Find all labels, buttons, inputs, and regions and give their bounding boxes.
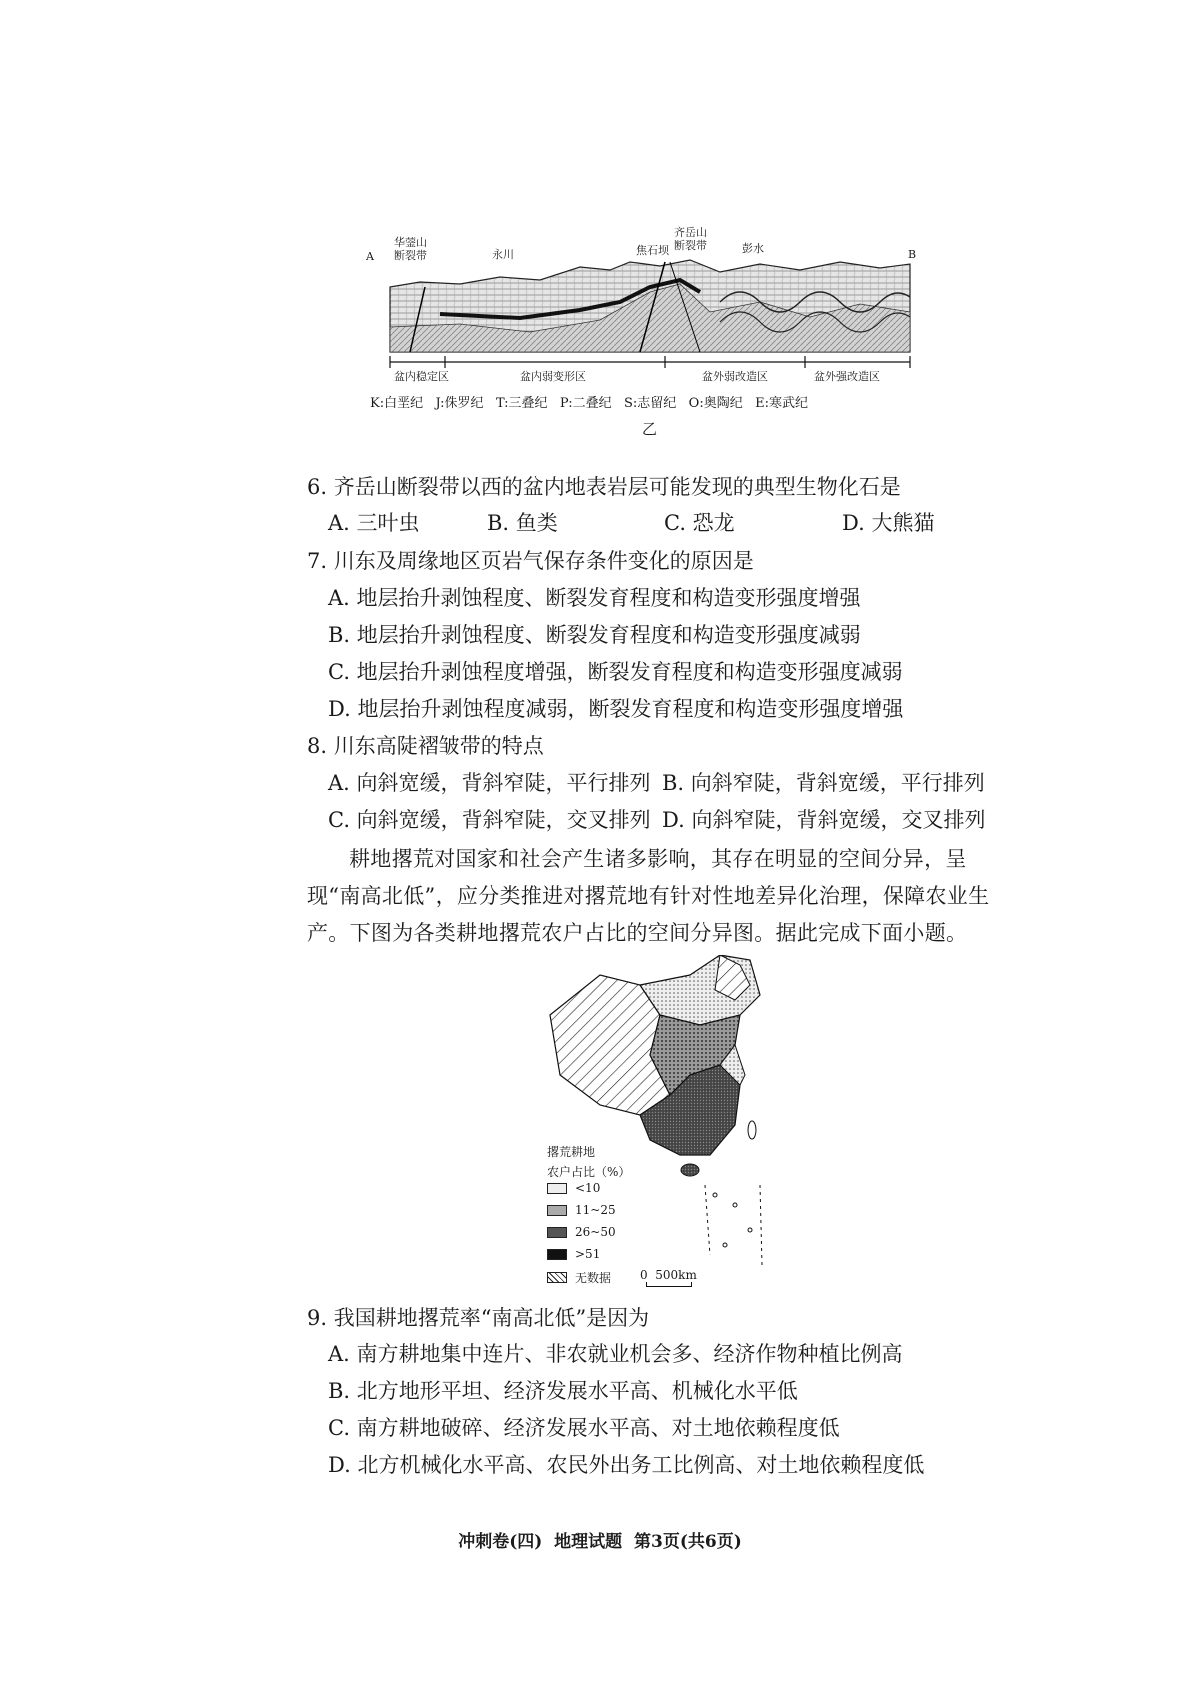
question-8-option-c: C. 向斜宽缓，背斜窄陡，交叉排列: [328, 808, 651, 832]
legend-item-no-data: 无数据: [547, 1269, 611, 1286]
pengshui-label: 彭水: [742, 242, 764, 255]
question-7-option-d: D. 地层抬升剥蚀程度减弱，断裂发育程度和构造变形强度增强: [328, 697, 904, 721]
figure-caption: 乙: [642, 420, 658, 438]
question-6-option-c: C. 恐龙: [664, 511, 735, 535]
legend-swatch-lt10: [547, 1183, 567, 1194]
question-6-option-d: D. 大熊猫: [842, 511, 935, 535]
legend-swatch-gt51: [547, 1249, 567, 1260]
question-8-option-b: B. 向斜窄陡，背斜宽缓，平行排列: [662, 771, 985, 795]
question-9-option-a: A. 南方耕地集中连片、非农就业机会多、经济作物种植比例高: [328, 1342, 903, 1366]
question-7-stem: 7. 川东及周缘地区页岩气保存条件变化的原因是: [307, 549, 754, 573]
strata-legend: K:白垩纪 J:侏罗纪 T:三叠纪 P:二叠纪 S:志留纪 O:奥陶纪 E:寒武纪: [370, 396, 808, 411]
question-6-stem: 6. 齐岳山断裂带以西的盆内地表岩层可能发现的典型生物化石是: [307, 475, 901, 499]
question-9-stem: 9. 我国耕地撂荒率“南高北低”是因为: [307, 1306, 650, 1330]
question-9-option-c: C. 南方耕地破碎、经济发展水平高、对土地依赖程度低: [328, 1416, 840, 1440]
legend-title-line-2: 农户占比（%）: [547, 1165, 631, 1179]
map-scale-bar: 0 500km: [640, 1268, 697, 1287]
zone-outer-weak-reform: 盆外弱改造区: [702, 370, 768, 383]
point-b-label: B: [908, 248, 917, 261]
jiaoshiba-label: 焦石坝: [636, 244, 669, 257]
question-8-stem: 8. 川东高陡褶皱带的特点: [307, 734, 544, 758]
question-8-option-d: D. 向斜窄陡，背斜宽缓，交叉排列: [662, 808, 986, 832]
passage-text: 耕地撂荒对国家和社会产生诸多影响，其存在明显的空间分异，呈现“南高北低”，应分类推进对撂荒地有针对性地差异化治理，保障农业生产。下图为各类耕地撂荒农户占比的空间分异图。据此完成下面小题。: [307, 847, 990, 945]
legend-swatch-26-50: [547, 1227, 567, 1238]
yongchuan-label: 永川: [492, 248, 514, 261]
cross-section-diagram: [380, 232, 920, 447]
page-footer: 冲刺卷(四) 地理试题 第3页(共6页): [458, 1532, 742, 1552]
cross-section-figure: [366, 226, 920, 447]
legend-item-lt10: <10: [547, 1181, 600, 1195]
zone-outer-strong-reform: 盆外强改造区: [814, 370, 880, 383]
legend-title-line-1: 撂荒耕地: [547, 1145, 596, 1159]
legend-swatch-11-25: [547, 1205, 567, 1216]
point-a-label: A: [366, 250, 374, 263]
legend-item-11-25: 11~25: [547, 1203, 616, 1217]
qiyueshan-fault-label: 齐岳山 断裂带: [674, 226, 707, 252]
question-7-option-a: A. 地层抬升剥蚀程度、断裂发育程度和构造变形强度增强: [328, 586, 861, 610]
scale-line: [646, 1282, 692, 1287]
zone-basin-weak-deformation: 盆内弱变形区: [520, 370, 586, 383]
zone-basin-stable: 盆内稳定区: [394, 370, 449, 383]
question-9-option-d: D. 北方机械化水平高、农民外出务工比例高、对土地依赖程度低: [328, 1453, 925, 1477]
map-legend: [547, 1143, 667, 1283]
legend-item-26-50: 26~50: [547, 1225, 616, 1239]
legend-item-gt51: >51: [547, 1247, 600, 1261]
legend-swatch-no-data: [547, 1272, 567, 1283]
question-6-option-a: A. 三叶虫: [328, 511, 420, 535]
huayingshan-fault-label: 华蓥山 断裂带: [394, 236, 427, 262]
question-7-option-c: C. 地层抬升剥蚀程度增强，断裂发育程度和构造变形强度减弱: [328, 660, 903, 684]
question-9-option-b: B. 北方地形平坦、经济发展水平高、机械化水平低: [328, 1379, 798, 1403]
question-8-option-a: A. 向斜宽缓，背斜窄陡，平行排列: [328, 771, 651, 795]
question-6-option-b: B. 鱼类: [487, 511, 558, 535]
question-7-option-b: B. 地层抬升剥蚀程度、断裂发育程度和构造变形强度减弱: [328, 623, 861, 647]
